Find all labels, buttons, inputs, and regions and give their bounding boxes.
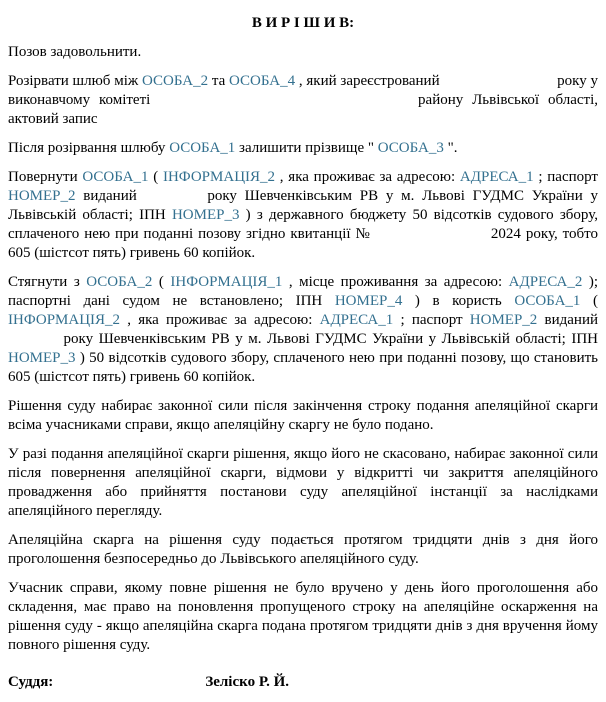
redacted-gap: [8, 342, 58, 343]
decision-heading: В И Р І Ш И В:: [251, 15, 355, 31]
paragraph: [8, 445, 598, 521]
redacted-gap: [376, 237, 486, 238]
signature-row: [8, 673, 598, 692]
anonymized-entity-link[interactable]: ІНФОРМАЦІЯ_1: [170, 274, 283, 290]
paragraph-text: та: [208, 73, 230, 89]
anonymized-entity-link[interactable]: ОСОБА_1: [82, 169, 149, 185]
paragraph-text: залишити прізвище ": [235, 140, 378, 156]
anonymized-entity-link[interactable]: ІНФОРМАЦІЯ_2: [162, 169, 276, 185]
paragraph-text: , місце проживання за адресою:: [282, 274, 509, 290]
anonymized-entity-link[interactable]: ІНФОРМАЦІЯ_2: [8, 312, 121, 328]
anonymized-entity-link[interactable]: АДРЕСА_2: [508, 274, 583, 290]
paragraph: [8, 397, 598, 435]
anonymized-entity-link[interactable]: АДРЕСА_1: [319, 312, 394, 328]
paragraph: [8, 139, 598, 158]
paragraph-text: Апеляційна скарга на рішення суду подається протягом тридцяти днів з дня його проголошення безпосередньо до Львівського апеляційного суду.: [8, 532, 598, 567]
paragraph-text: виданий: [75, 188, 145, 204]
paragraph: [8, 72, 598, 129]
paragraph-text: 2024 року, тобто 605 (шістсот пять) гривень 60 копійок.: [8, 226, 599, 261]
judge-name: Зеліско Р. Й.: [205, 674, 290, 690]
paragraph-text: ".: [443, 140, 458, 156]
paragraph-text: ); паспортні дані судом не встановлено; ІПН: [8, 274, 598, 309]
paragraph-text: Повернути: [8, 169, 83, 185]
paragraph-text: ) з державного бюджету 50 відсотків судового збору, сплаченого нею при поданні позову згідно квитанції №: [8, 207, 598, 242]
paragraph-text: , яка проживає за адресою:: [275, 169, 460, 185]
redacted-gap: [145, 199, 200, 200]
paragraph-text: ) в користь: [402, 293, 515, 309]
paragraph-text: (: [580, 293, 599, 309]
paragraph-text: , який зареєстрований: [295, 73, 444, 89]
paragraph-text: Учасник справи, якому повне рішення не було вручено у день його проголошення або складення, має право на поновлення пропущеного строку на апеляційне оскарження на рішення суду - якщо апеляційна скарга подана протягом тридцяти днів з дня вручення йому повного рішення суду.: [8, 580, 598, 653]
anonymized-entity-link[interactable]: НОМЕР_3: [171, 207, 240, 223]
paragraph-text: (: [148, 169, 163, 185]
anonymized-entity-link[interactable]: ОСОБА_4: [229, 73, 296, 89]
paragraph-text: району Львівської області, актовий запис: [8, 92, 598, 127]
anonymized-entity-link[interactable]: НОМЕР_2: [469, 312, 538, 328]
paragraph-text: виданий: [537, 312, 598, 328]
paragraph: [8, 531, 598, 569]
anonymized-entity-link[interactable]: НОМЕР_3: [8, 350, 76, 366]
paragraph-text: Розірвати шлюб між: [8, 73, 142, 89]
anonymized-entity-link[interactable]: НОМЕР_2: [8, 188, 76, 204]
anonymized-entity-link[interactable]: НОМЕР_4: [334, 293, 403, 309]
paragraph-text: Стягнути з: [8, 274, 87, 290]
document-paragraphs: [8, 43, 598, 655]
judge-label: Суддя:: [8, 674, 54, 690]
anonymized-entity-link[interactable]: ОСОБА_2: [141, 73, 209, 89]
paragraph-text: (: [152, 274, 171, 290]
paragraph-text: Після розірвання шлюбу: [8, 140, 170, 156]
paragraph: [8, 579, 598, 655]
paragraph-text: У разі подання апеляційної скарги рішення, якщо його не скасовано, набирає законної сили після повернення апеляційної скарги, відмови у відкритті чи закриття апеляційного провадження або прийняття постанови суду апеляційної інстанції за наслідками апеляційного перегляду.: [8, 446, 598, 519]
paragraph-text: року у виконавчому комітеті: [8, 73, 598, 108]
paragraph: [8, 43, 598, 62]
paragraph-text: ; паспорт: [393, 312, 470, 328]
anonymized-entity-link[interactable]: АДРЕСА_1: [459, 169, 534, 185]
paragraph-text: ; паспорт: [533, 169, 598, 185]
paragraph-text: ) 50 відсотків судового збору, сплаченого нею при поданні позову, що становить 605 (шістсот пять) гривень 60 копійок.: [8, 350, 598, 385]
anonymized-entity-link[interactable]: ОСОБА_2: [86, 274, 153, 290]
paragraph-text: року Шевченківським РВ у м. Львові ГУДМС України у Львівській області; ІПН: [58, 331, 598, 347]
anonymized-entity-link[interactable]: ОСОБА_1: [514, 293, 581, 309]
redacted-gap: [443, 84, 553, 85]
paragraph-text: , яка проживає за адресою:: [120, 312, 320, 328]
paragraph: [8, 168, 598, 263]
paragraph-text: Позов задовольнити.: [8, 44, 142, 60]
redacted-gap: [159, 103, 409, 104]
paragraph-text: року Шевченківським РВ у м. Львові ГУДМС України у Львівській області; ІПН: [8, 188, 599, 223]
paragraph-text: Рішення суду набирає законної сили після закінчення строку подання апеляційної скарги всіма учасниками справи, якщо апеляційну скаргу не було подано.: [8, 398, 598, 433]
paragraph: [8, 273, 598, 387]
anonymized-entity-link[interactable]: ОСОБА_3: [377, 140, 444, 156]
anonymized-entity-link[interactable]: ОСОБА_1: [169, 140, 236, 156]
